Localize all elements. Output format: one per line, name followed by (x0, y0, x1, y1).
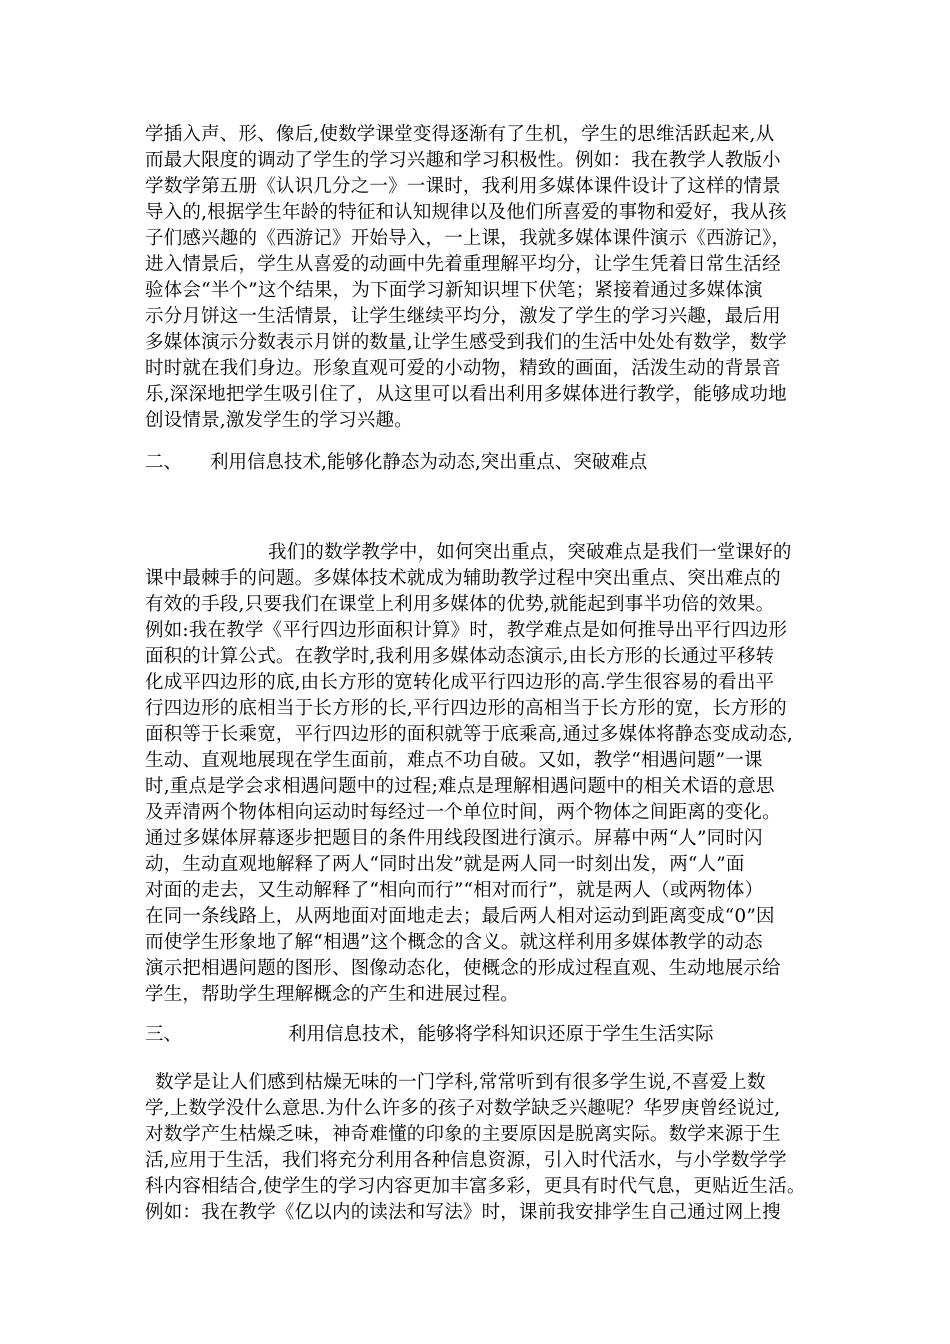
paragraph-line: 子们感兴趣的《西游记》开始导入，一上课，我就多媒体课件演示《西游记》， (145, 228, 791, 249)
paragraph-line: 学插入声、形、像后,使数学课堂变得逐渐有了生机，学生的思维活跃起来,从 (145, 124, 775, 145)
paragraph-line: 学生，帮助学生理解概念的产生和进展过程。 (145, 984, 520, 1005)
paragraph-line: 而使学生形象地了解“相遇”这个概念的含义。就这样利用多媒体教学的动态 (145, 932, 763, 953)
paragraph-line: 例如：我在教学《亿以内的读法和写法》时，课前我安排学生自己通过网上搜 (145, 1202, 781, 1223)
paragraph-line: 及弄清两个物体相向运动时每经过一个单位时间，两个物体之间距离的变化。 (145, 802, 781, 823)
paragraph-line: 验体会“半个”这个结果，为下面学习新知识埋下伏笔；紧接着通过多媒体演 (145, 280, 763, 301)
paragraph-line: 导入的,根据学生年龄的特征和认知规律以及他们所喜爱的事物和爱好，我从孩 (145, 202, 787, 223)
paragraph-line: 多媒体演示分数表示月饼的数量,让学生感受到我们的生活中处处有数学，数学 (145, 332, 787, 353)
paragraph-line: 例如:我在教学《平行四边形面积计算》时，教学难点是如何推导出平行四边形 (145, 620, 788, 641)
paragraph-line: 课中最棘手的问题。多媒体技术就成为辅助教学过程中突出重点、突出难点的 (145, 568, 781, 589)
paragraph-line: 示分月饼这一生活情景，让学生继续平均分，激发了学生的学习兴趣，最后用 (145, 306, 781, 327)
paragraph-line: 对面的走去，又生动解释了“相向而行”“相对而行”，就是两人（或两物体） (145, 880, 764, 901)
paragraph-line: 对数学产生枯燥乏味，神奇难懂的印象的主要原因是脱离实际。数学来源于生 (145, 1124, 781, 1145)
paragraph-line: 有效的手段,只要我们在课堂上利用多媒体的优势,就能起到事半功倍的效果。 (145, 594, 775, 615)
paragraph-line: 科内容相结合,使学生的学习内容更加丰富多彩，更具有时代气息，更贴近生活。 (145, 1176, 806, 1197)
paragraph-line: 时,重点是学会求相遇问题中的过程;难点是理解相遇问题中的相关术语的意思 (145, 776, 775, 797)
paragraph-line: 学,上数学没什么意思.为什么许多的孩子对数学缺乏兴趣呢？华罗庚曾经说过, (145, 1098, 781, 1119)
paragraph-line: 创设情景,激发学生的学习兴趣。 (145, 410, 413, 431)
paragraph-line: 在同一条线路上，从两地面对面地走去；最后两人相对运动到距离变成“0”因 (145, 906, 775, 927)
paragraph-line: 学数学第五册《认识几分之一》一课时，我利用多媒体课件设计了这样的情景 (145, 176, 781, 197)
section-title: 利用信息技术，能够将学科知识还原于学生生活实际 (288, 1024, 714, 1045)
paragraph-line: 演示把相遇问题的图形、图像动态化，使概念的形成过程直观、生动地展示给 (145, 958, 781, 979)
paragraph-line: 面积的计算公式。在教学时,我利用多媒体动态演示,由长方形的长通过平移转 (145, 646, 775, 667)
paragraph-line: 而最大限度的调动了学生的学习兴趣和学习积极性。例如：我在教学人教版小 (145, 150, 781, 171)
section-title: 利用信息技术,能够化静态为动态,突出重点、突破难点 (210, 452, 648, 473)
paragraph-line: 行四边形的底相当于长方形的长,平行四边形的高相当于长方形的宽，长方形的 (145, 698, 787, 719)
section-number: 二、 (145, 452, 183, 473)
paragraph-line: 时时就在我们身边。形象直观可爱的小动物，精致的画面，活泼生动的背景音 (145, 358, 781, 379)
section-number: 三、 (145, 1024, 183, 1045)
paragraph-line: 乐,深深地把学生吸引住了，从这里可以看出利用多媒体进行教学，能够成功地 (145, 384, 787, 405)
paragraph-line: 数学是让人们感到枯燥无味的一门学科,常常听到有很多学生说,不喜爱上数 (155, 1072, 766, 1093)
paragraph-line: 我们的数学教学中，如何突出重点，突破难点是我们一堂课好的 (268, 542, 792, 563)
paragraph-line: 生动、直观地展现在学生面前，难点不功自破。又如，教学“相遇问题”一课 (145, 750, 763, 771)
paragraph-line: 活,应用于生活，我们将充分利用各种信息资源，引入时代活水，与小学数学学 (145, 1150, 787, 1171)
paragraph-line: 进入情景后，学生从喜爱的动画中先着重理解平均分，让学生凭着日常生活经 (145, 254, 781, 275)
paragraph-line: 化成平四边形的底,由长方形的宽转化成平行四边形的高.学生很容易的看出平 (145, 672, 775, 693)
paragraph-line: 动，生动直观地解释了两人“同时出发”就是两人同一时刻出发，两“人”面 (145, 854, 745, 875)
paragraph-line: 面积等于长乘宽，平行四边形的面积就等于底乘高,通过多媒体将静态变成动态, (145, 724, 793, 745)
paragraph-line: 通过多媒体屏幕逐步把题目的条件用线段图进行演示。屏幕中两“人”同时闪 (145, 828, 763, 849)
